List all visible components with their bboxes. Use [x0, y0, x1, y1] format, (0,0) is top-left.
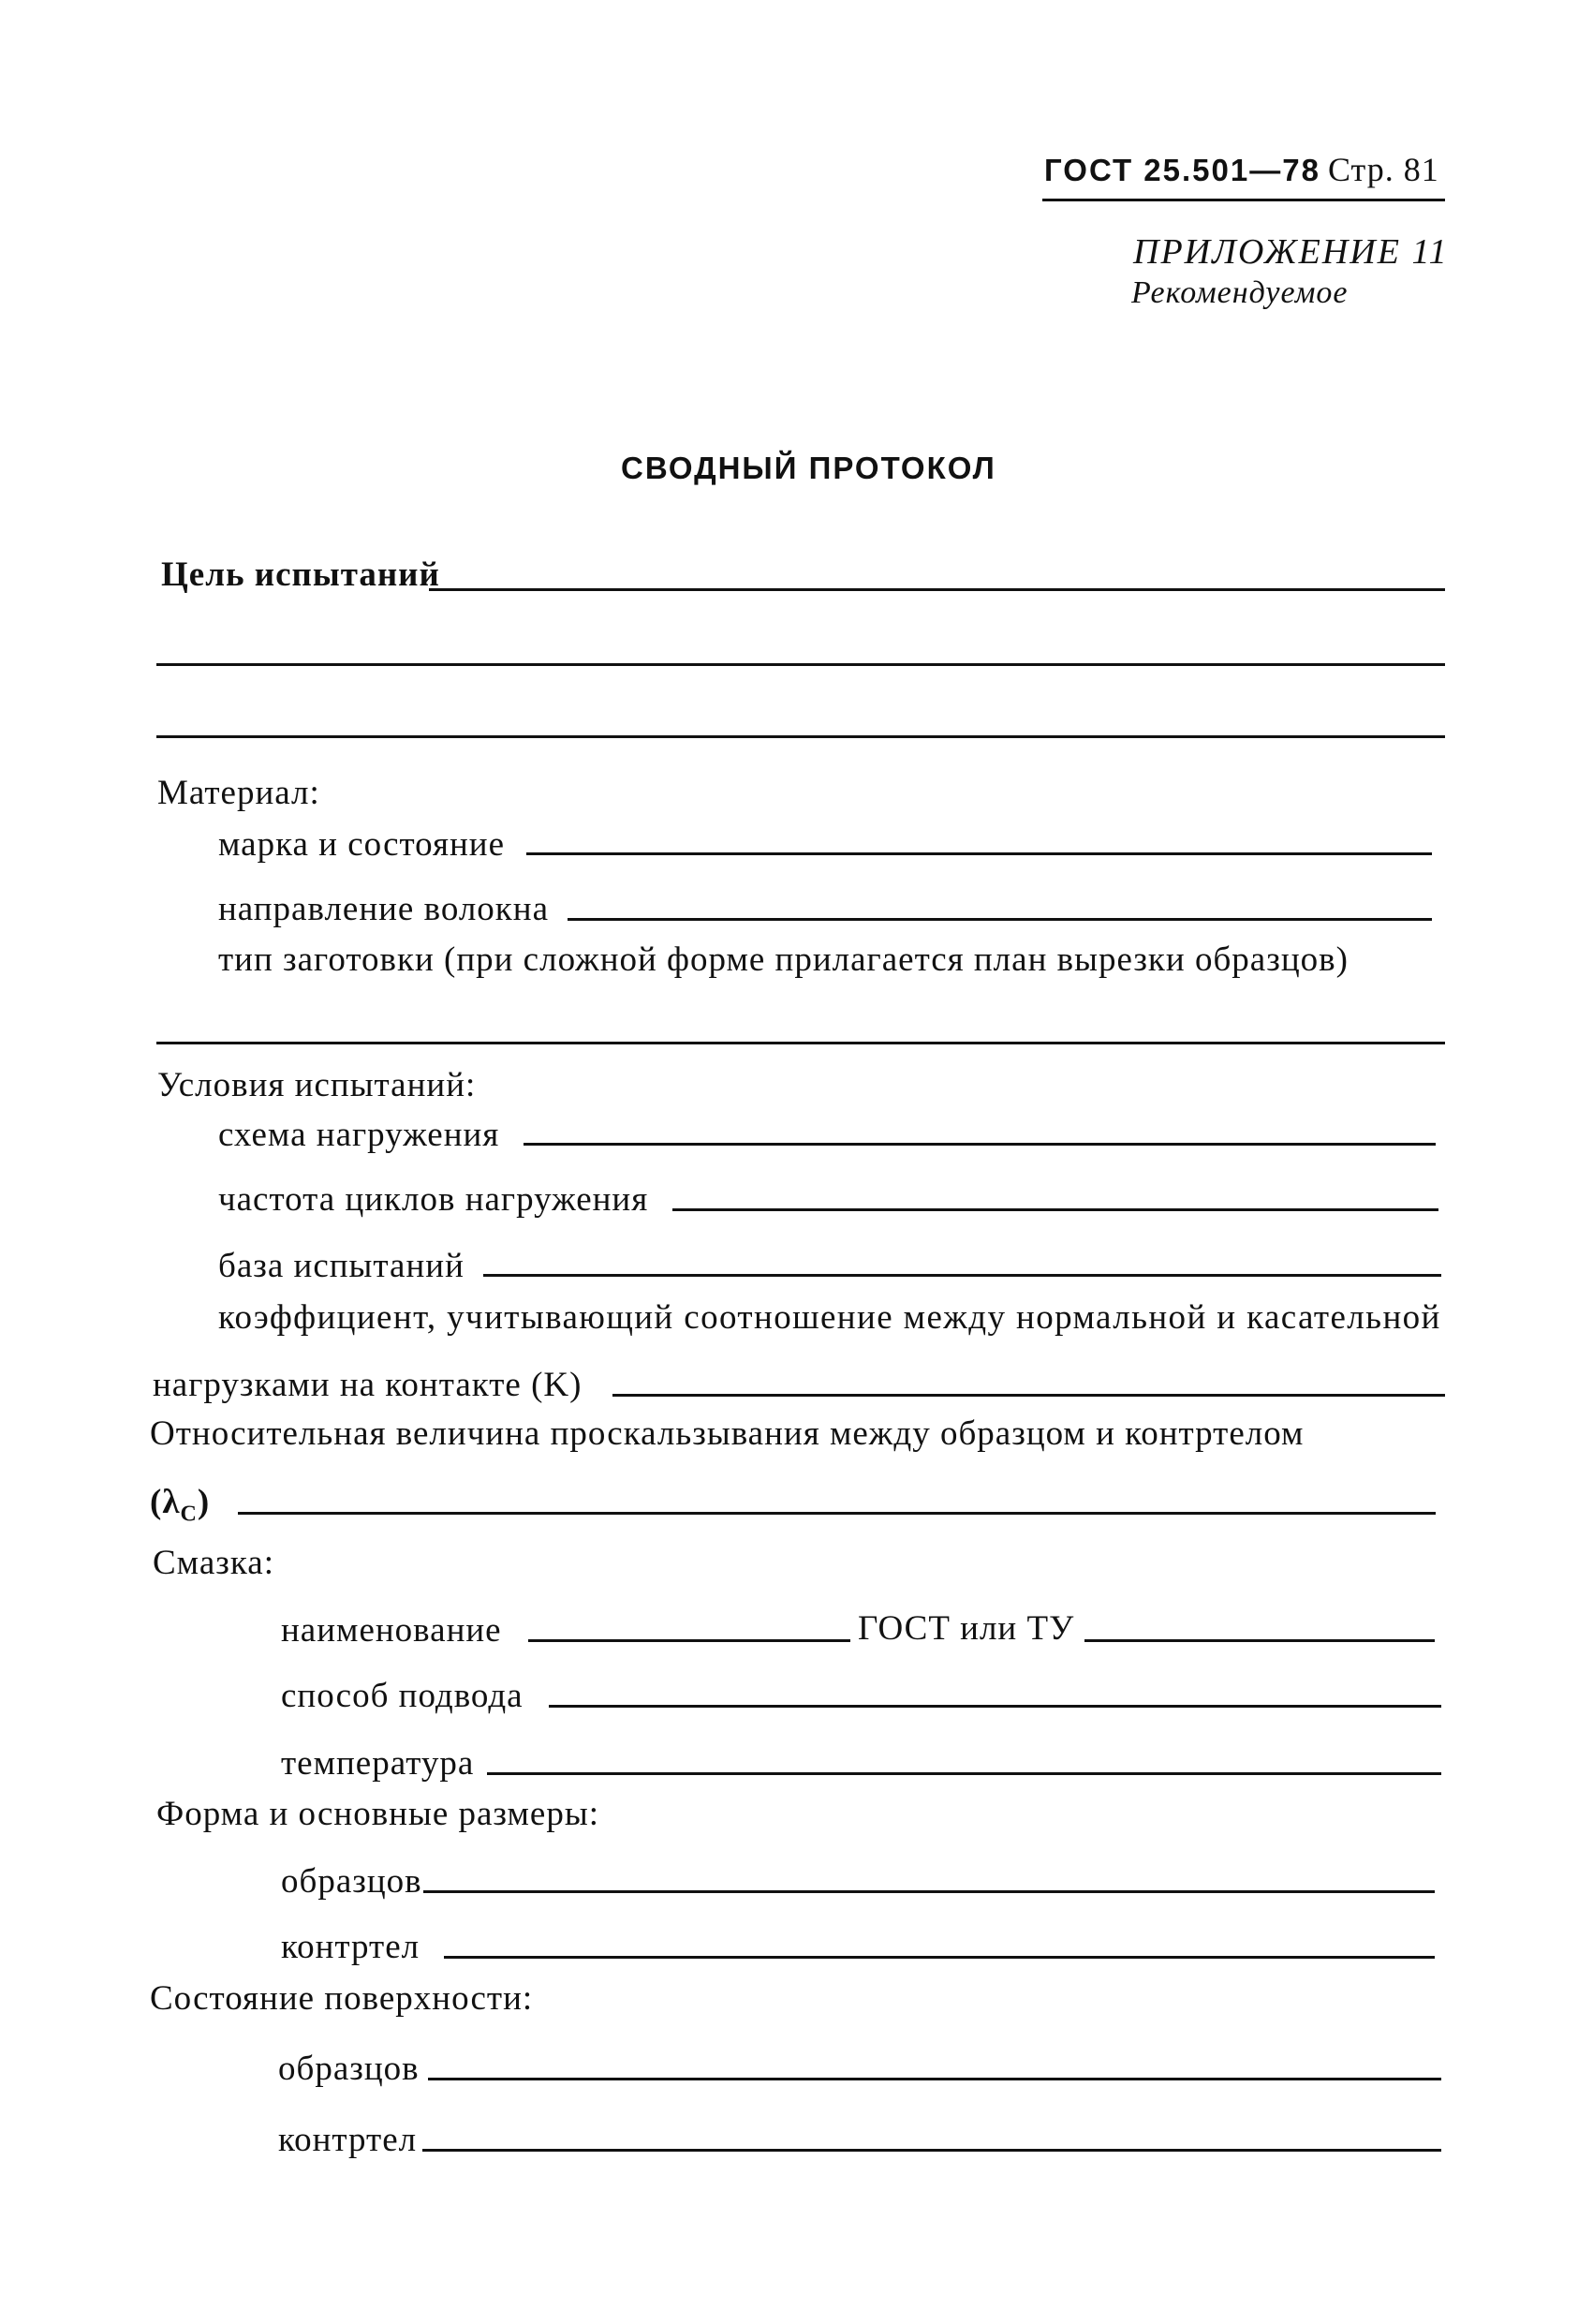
- standard-number: ГОСТ 25.501—78: [1044, 153, 1320, 187]
- header-rule: [1042, 199, 1445, 201]
- slip-symbol: $(\lambda_C)$: [150, 1483, 211, 1527]
- lub-temp-label: температура: [281, 1744, 475, 1783]
- appendix-status: Рекомендуемое: [1131, 275, 1349, 310]
- blank-label: тип заготовки (при сложной форме прилагается план вырезки образцов): [218, 940, 1349, 979]
- lub-temp-line[interactable]: [487, 1772, 1441, 1775]
- surf-samples-label: образцов: [278, 2050, 420, 2088]
- cycle-freq-line[interactable]: [672, 1208, 1438, 1211]
- goal-label: Цель испытаний: [161, 555, 440, 594]
- grade-label: марка и состояние: [218, 825, 506, 864]
- blank-line[interactable]: [156, 1042, 1445, 1044]
- slip-line[interactable]: [238, 1512, 1436, 1515]
- page-number: Стр. 81: [1328, 151, 1439, 188]
- lub-standard-line[interactable]: [1084, 1639, 1435, 1642]
- lub-supply-label: способ подвода: [281, 1677, 524, 1715]
- lub-supply-line[interactable]: [549, 1705, 1441, 1708]
- coef-line[interactable]: [612, 1394, 1445, 1397]
- test-base-line[interactable]: [483, 1274, 1441, 1277]
- surf-counter-label: контртел: [278, 2121, 418, 2159]
- grade-line[interactable]: [526, 852, 1432, 855]
- goal-line[interactable]: [429, 588, 1445, 591]
- lub-standard-label: ГОСТ или ТУ: [858, 1609, 1075, 1648]
- test-base-label: база испытаний: [218, 1247, 465, 1285]
- goal-line-2[interactable]: [156, 663, 1445, 666]
- fiber-label: направление волокна: [218, 890, 549, 928]
- surf-counter-line[interactable]: [422, 2149, 1441, 2152]
- conditions-label: Условия испытаний:: [157, 1066, 477, 1104]
- shape-samples-label: образцов: [281, 1862, 422, 1901]
- cycle-freq-label: частота циклов нагружения: [218, 1180, 649, 1219]
- surf-samples-line[interactable]: [428, 2078, 1441, 2080]
- load-scheme-line[interactable]: [524, 1143, 1436, 1146]
- shape-counter-label: контртел: [281, 1928, 420, 1966]
- material-label: Материал:: [157, 774, 320, 812]
- doc-title: СВОДНЫЙ ПРОТОКОЛ: [621, 451, 996, 485]
- appendix-title: ПРИЛОЖЕНИЕ 11: [1133, 232, 1449, 272]
- shape-samples-line[interactable]: [423, 1890, 1435, 1893]
- goal-line-3[interactable]: [156, 735, 1445, 738]
- slip-label: Относительная величина проскальзывания между образцом и контртелом: [150, 1414, 1305, 1453]
- shape-counter-line[interactable]: [444, 1956, 1435, 1959]
- shape-label: Форма и основные размеры:: [156, 1795, 599, 1833]
- surface-label: Состояние поверхности:: [150, 1979, 534, 2018]
- fiber-line[interactable]: [568, 918, 1432, 921]
- coef-line-1: коэффициент, учитывающий соотношение между нормальной и касательной: [218, 1298, 1441, 1337]
- coef-line-2: нагрузками на контакте (K): [153, 1366, 583, 1404]
- lub-name-label: наименование: [281, 1611, 502, 1650]
- lub-name-line[interactable]: [528, 1639, 850, 1642]
- lubricant-label: Смазка:: [153, 1544, 274, 1582]
- load-scheme-label: схема нагружения: [218, 1116, 500, 1154]
